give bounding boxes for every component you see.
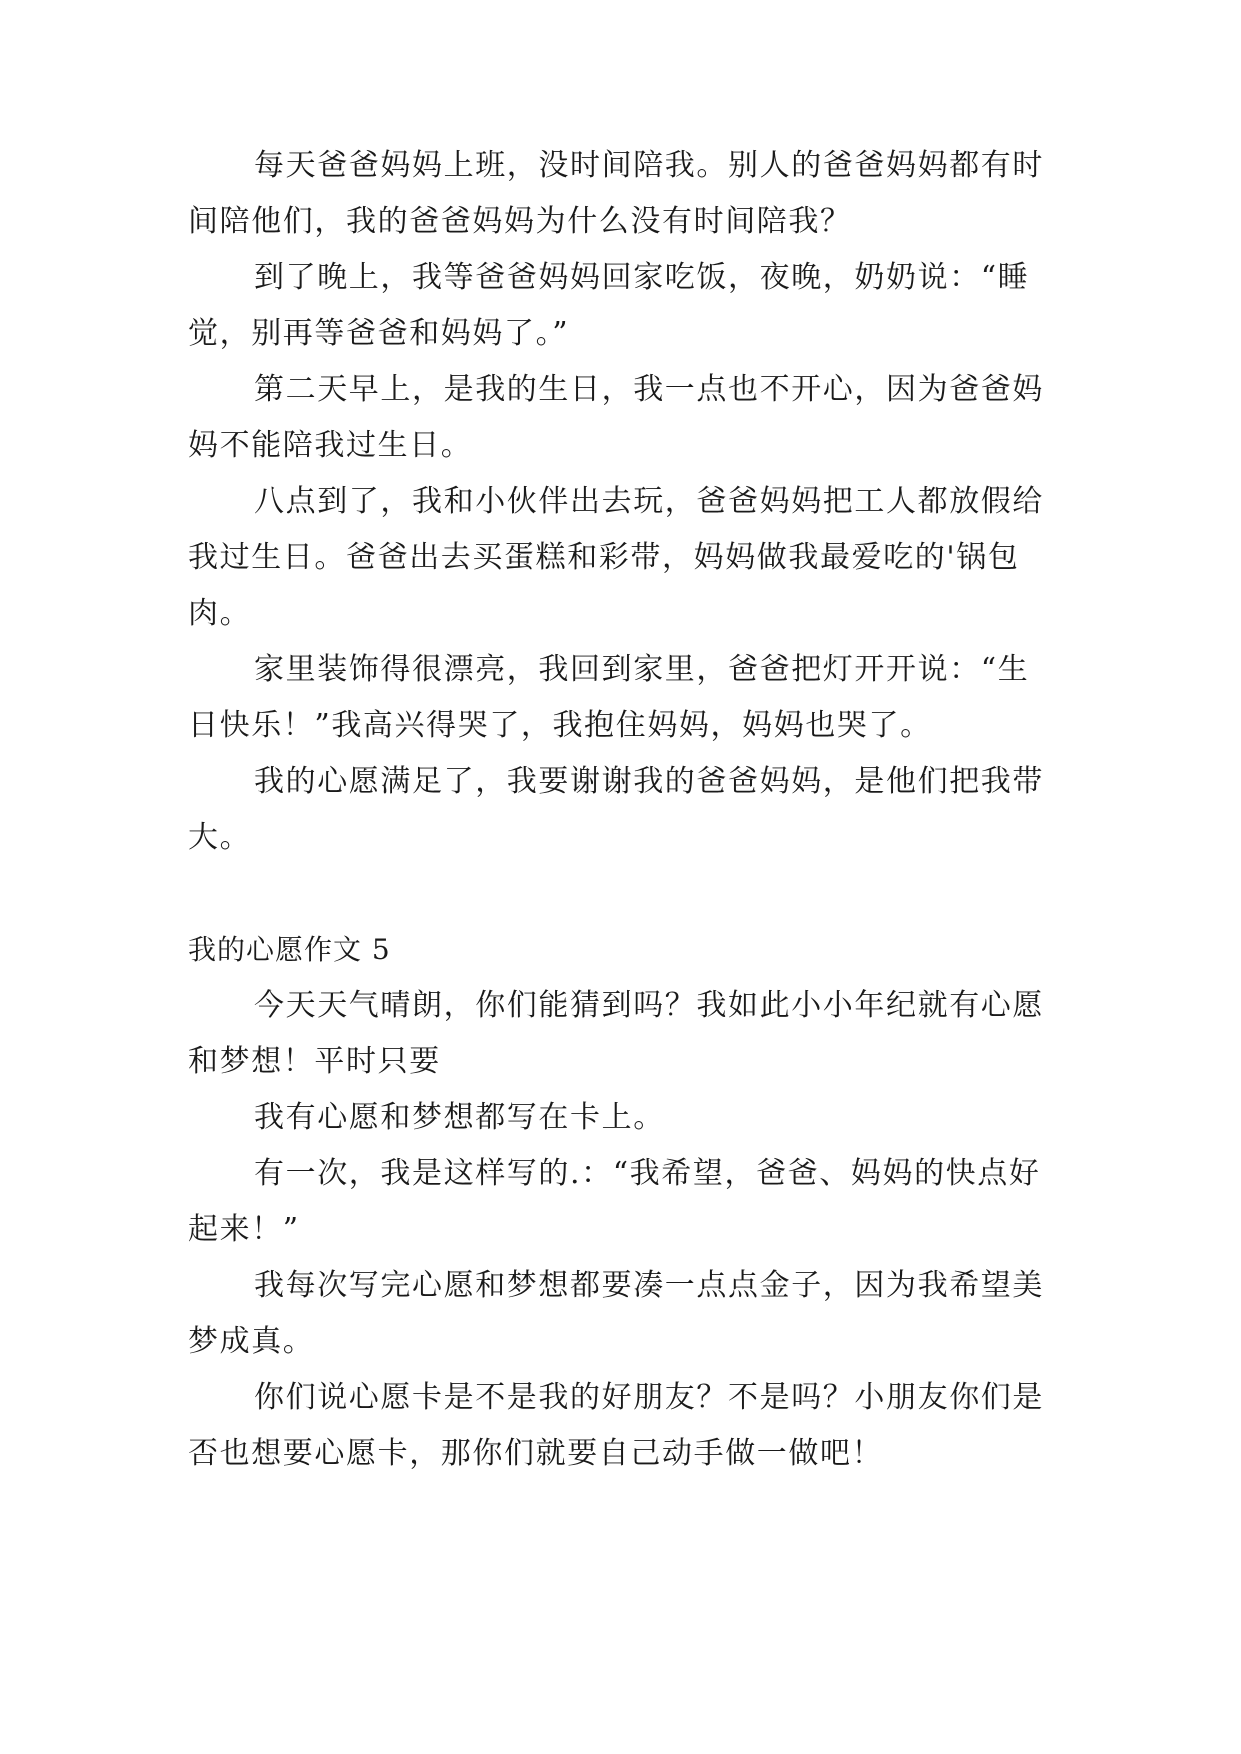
essay4-paragraph-6: 我的心愿满足了，我要谢谢我的爸爸妈妈，是他们把我带大。 <box>188 764 1044 855</box>
essay5-paragraph-2: 我有心愿和梦想都写在卡上。 <box>254 1100 665 1135</box>
essay5-paragraph-1: 今天天气晴朗，你们能猜到吗？我如此小小年纪就有心愿和梦想！平时只要 <box>188 988 1044 1079</box>
document-page <box>188 0 1056 1754</box>
essay4-paragraph-3: 第二天早上，是我的生日，我一点也不开心，因为爸爸妈妈不能陪我过生日。 <box>188 372 1044 463</box>
essay5-paragraph-5: 你们说心愿卡是不是我的好朋友？不是吗？小朋友你们是否也想要心愿卡，那你们就要自己动手做一做吧！ <box>188 1380 1044 1471</box>
essay5-paragraph-4: 我每次写完心愿和梦想都要凑一点点金子，因为我希望美梦成真。 <box>188 1268 1044 1359</box>
essay4-paragraph-2: 到了晚上，我等爸爸妈妈回家吃饭，夜晚，奶奶说：“睡觉，别再等爸爸和妈妈了。” <box>188 260 1030 351</box>
essay5-title: 我的心愿作文 5 <box>188 933 391 966</box>
essay4-paragraph-5: 家里装饰得很漂亮，我回到家里，爸爸把灯开开说：“生日快乐！”我高兴得哭了，我抱住妈妈，妈妈也哭了。 <box>188 652 1030 743</box>
essay4-paragraph-1: 每天爸爸妈妈上班，没时间陪我。别人的爸爸妈妈都有时间陪他们，我的爸爸妈妈为什么没有时间陪我？ <box>188 148 1044 239</box>
essay4-paragraph-4: 八点到了，我和小伙伴出去玩，爸爸妈妈把工人都放假给我过生日。爸爸出去买蛋糕和彩带，妈妈做我最爱吃的'锅包肉。 <box>188 484 1044 631</box>
essay5-paragraph-3: 有一次，我是这样写的.：“我希望，爸爸、妈妈的快点好起来！” <box>188 1156 1041 1247</box>
